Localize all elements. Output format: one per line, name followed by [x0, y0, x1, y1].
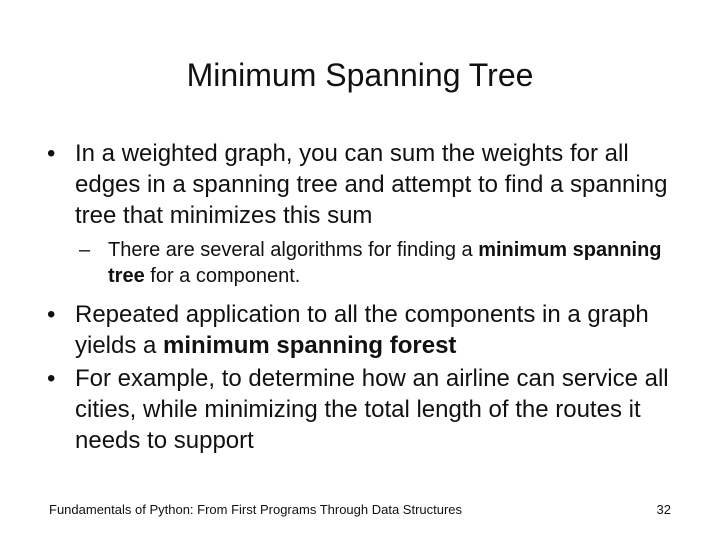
bullet-marker: •: [47, 301, 56, 328]
bullet-repeated-application: [47, 299, 687, 361]
sub-bullet-text-bold: minimum spanning tree: [108, 239, 662, 287]
bullet-marker: •: [47, 365, 56, 392]
sub-bullet-marker: –: [79, 239, 91, 261]
bullet-text-bold: minimum spanning forest: [163, 332, 457, 359]
slide-body: [47, 138, 687, 456]
bullet-text: In a weighted graph, you can sum the weights for all edges in a spanning tree and attempt to find a spanning tree that minimizes this sum: [75, 140, 668, 229]
sub-bullet-text-pre: There are several algorithms for finding a: [108, 239, 479, 261]
footer-book-title: Fundamentals of Python: From First Programs Through Data Structures: [49, 502, 463, 517]
bullet-marker: •: [47, 140, 56, 167]
bullet-weighted-graph: [47, 138, 687, 231]
bullet-text-pre: Repeated application to all the components in a graph yields a: [75, 301, 649, 359]
bullet-airline-example: [47, 363, 687, 456]
sub-bullet-text-post: for a component.: [144, 265, 301, 287]
bullet-text: For example, to determine how an airline can service all cities, while minimizing the total length of the routes it needs to support: [75, 365, 669, 454]
sub-bullet-algorithms: [75, 237, 687, 289]
page-number: 32: [656, 502, 671, 517]
slide-title: Minimum Spanning Tree: [186, 57, 534, 93]
